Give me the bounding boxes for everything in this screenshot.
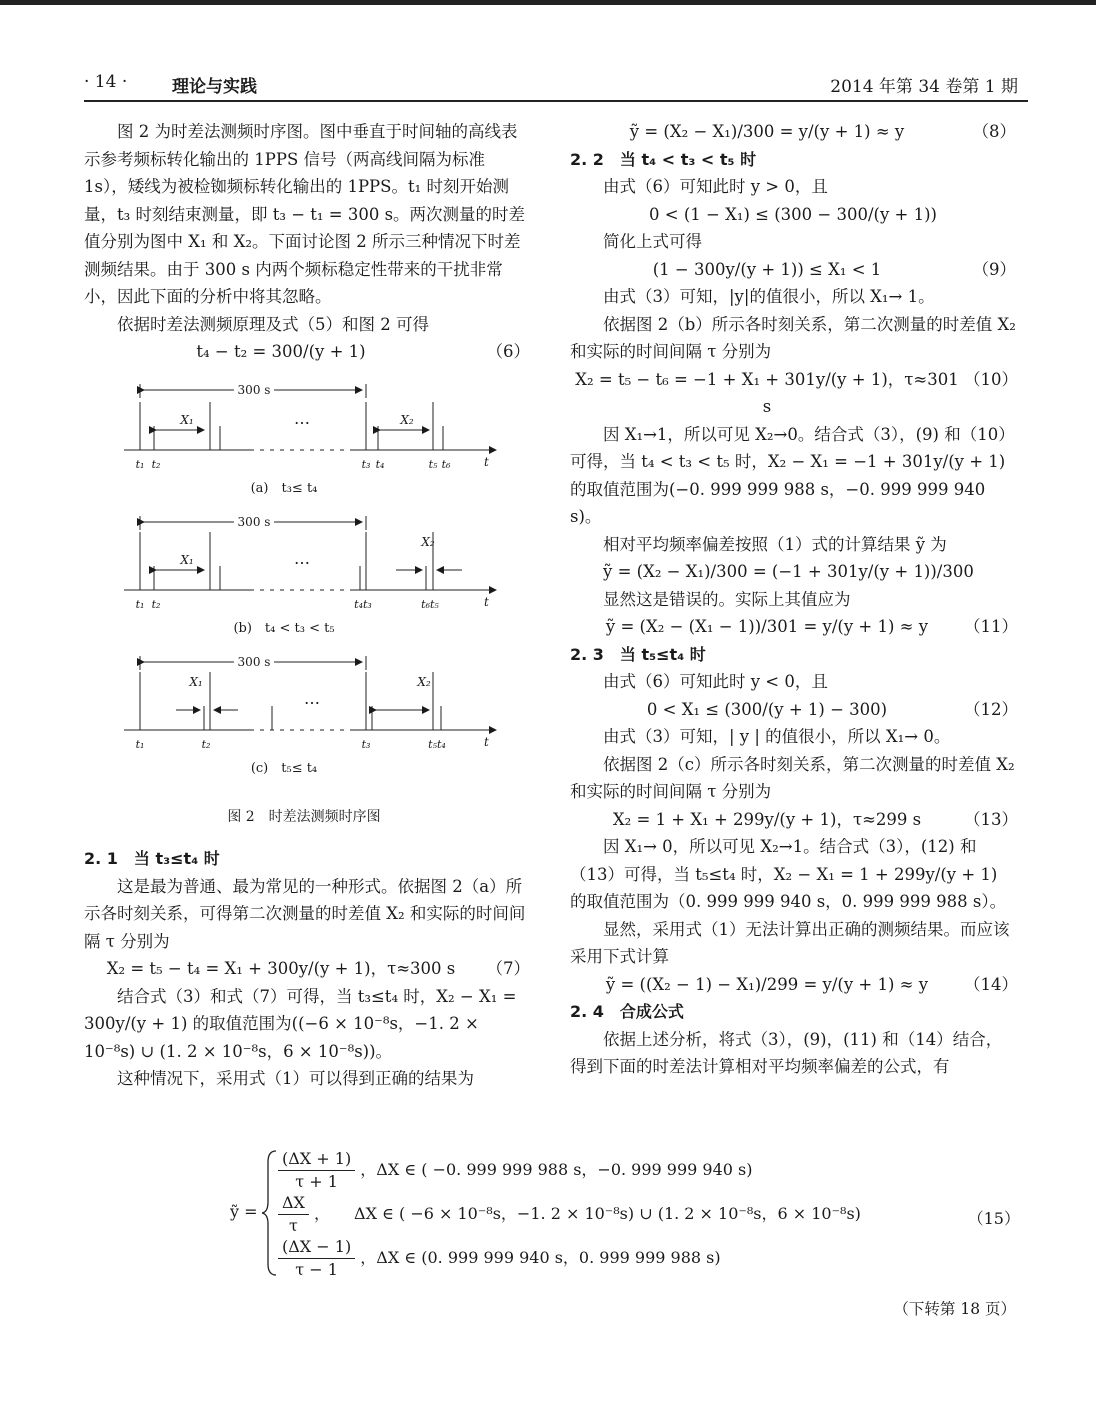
equation-14 <box>570 971 1016 999</box>
equation-body: X₂ = t₅ − t₆ = −1 + X₁ + 301y/(y + 1)，τ≈301 s <box>575 369 959 416</box>
equation-body: ỹ = ((X₂ − 1) − X₁)/299 = y/(y + 1) ≈ y <box>605 974 929 994</box>
equation-10 <box>570 366 1016 421</box>
paragraph: 依据上述分析，将式（3），(9)，(11) 和（14）结合，得到下面的时差法计算相对平均频率偏差的公式，有 <box>570 1029 1003 1076</box>
page-number: · 14 · <box>84 72 128 92</box>
equation-body: X₂ = 1 + X₁ + 299y/(y + 1)，τ≈299 s <box>612 809 922 829</box>
tick-label: t₄t₃ <box>354 597 372 611</box>
paragraph: 依据图 2（b）所示各时刻关系，第二次测量的时差值 X₂ 和实际的时间间隔 τ 分别为 <box>570 314 1016 361</box>
equation-body: ỹ = (X₂ − (X₁ − 1))/301 = y/(y + 1) ≈ y <box>605 617 929 636</box>
panel-c <box>124 655 496 776</box>
tick-label: t₆ <box>441 457 451 471</box>
x1-label: X₁ <box>189 674 203 689</box>
paragraph: 简化上式可得 <box>603 232 702 251</box>
equation-9 <box>570 256 1016 284</box>
equation-body: 0 < X₁ ≤ (300/(y + 1) − 300) <box>646 699 888 719</box>
figure-caption: 图 2 时差法测频时序图 <box>227 808 381 825</box>
x1-label: X₁ <box>180 412 194 427</box>
paragraph: 因 X₁→1，所以可见 X₂→0。结合式（3），(9) 和（10）可得，当 t₄ < t₃ < t₅ 时，X₂ − X₁ = −1 + 301y/(y + 1) 的取值范围为(−0. 999 999 988 s，−0. 999 999 940 s)。 <box>570 424 1015 526</box>
equation-13 <box>570 806 1016 834</box>
x2-label: X₂ <box>400 412 414 427</box>
tick-label: t₁ <box>135 457 145 471</box>
fraction <box>278 1236 355 1281</box>
ellipsis: … <box>294 548 310 568</box>
span-label: 300 s <box>237 654 271 669</box>
figure-2 <box>84 366 524 832</box>
equation-7 <box>84 955 530 983</box>
ellipsis: … <box>304 688 320 708</box>
paragraph: 由式（3）可知，| y | 的值很小，所以 X₁→ 0。 <box>603 727 951 746</box>
issue-info: 2014 年第 34 卷第 1 期 <box>830 77 1018 97</box>
journal-section: 理论与实践 <box>172 77 257 97</box>
tick-label: t₁ <box>135 737 145 751</box>
paragraph: 因 X₁→ 0，所以可见 X₂→1。结合式（3），(12) 和（13）可得，当 t₅≤t₄ 时，X₂ − X₁ = 1 + 299y/(y + 1) 的取值范围为（0. 999 999 940 s，0. 999 999 988 s）。 <box>570 837 1007 911</box>
condition: ， ΔX ∈ ( −6 × 10⁻⁸s，−1. 2 × 10⁻⁸s) ∪ (1. 2 × 10⁻⁸s，6 × 10⁻⁸s) <box>314 1204 861 1223</box>
x2-label: X₂ <box>421 534 435 549</box>
fraction <box>278 1148 355 1193</box>
equation-number: （8） <box>972 122 1016 141</box>
equation-11 <box>570 613 1016 641</box>
t-axis-label: t <box>484 734 489 749</box>
case-row <box>278 1148 753 1193</box>
equation-number: （9） <box>972 259 1016 279</box>
tick-label: t₆t₅ <box>421 597 439 611</box>
ellipsis: … <box>294 408 310 428</box>
equation-number: （15） <box>967 1209 1020 1228</box>
inequality: 0 < (1 − X₁) ≤ (300 − 300/(y + 1)) <box>649 204 937 224</box>
paragraph: 显然，采用式（1）无法计算出正确的测频结果。而应该采用下式计算 <box>570 919 1010 966</box>
equation-number: （10） <box>964 369 1018 389</box>
panel-caption: (a) t₃≤ t₄ <box>250 480 318 496</box>
equation-number: （13） <box>964 809 1018 829</box>
equation-number: （6） <box>486 342 530 361</box>
paragraph: 依据图 2（c）所示各时刻关系，第二次测量的时差值 X₂ 和实际的时间间隔 τ 分别为 <box>570 754 1015 801</box>
tick-label: t₅ <box>428 457 438 471</box>
left-column <box>84 118 530 1093</box>
tick-label: t₂ <box>201 737 211 751</box>
equation-6 <box>84 338 530 366</box>
equation-number: （12） <box>964 699 1018 719</box>
equation-number: （7） <box>486 959 530 978</box>
tick-label: t₂ <box>151 597 161 611</box>
equation-12 <box>570 696 1016 724</box>
section-heading: 2. 1 当 t₃≤t₄ 时 <box>84 849 220 868</box>
span-label: 300 s <box>237 514 271 529</box>
equation-8 <box>570 118 1016 146</box>
equation-unnumbered: ỹ = (X₂ − X₁)/300 = (−1 + 301y/(y + 1))/300 <box>603 562 974 581</box>
condition: ，ΔX ∈ ( −0. 999 999 988 s，−0. 999 999 940 s) <box>360 1160 753 1179</box>
tick-label: t₁ <box>135 597 145 611</box>
numerator: ΔX <box>278 1192 309 1215</box>
paragraph: 由式（6）可知此时 y > 0，且 <box>603 177 828 196</box>
numerator: (ΔX − 1) <box>278 1236 355 1259</box>
timing-diagram <box>84 366 524 798</box>
left-brace <box>260 1148 280 1278</box>
top-border <box>0 0 1096 5</box>
continued-note: （下转第 18 页） <box>893 1300 1016 1318</box>
equation-number: （14） <box>964 974 1018 994</box>
equation-body: (1 − 300y/(y + 1)) ≤ X₁ < 1 <box>652 259 882 279</box>
tick-label: t₅t₄ <box>428 737 446 751</box>
fraction <box>278 1192 309 1237</box>
numerator: (ΔX + 1) <box>278 1148 355 1171</box>
paragraph: 由式（3）可知，|y|的值很小，所以 X₁→ 1。 <box>603 287 935 306</box>
equation-lhs: ỹ = <box>230 1202 258 1221</box>
tick-label: t₂ <box>151 457 161 471</box>
equation-15 <box>230 1148 1030 1278</box>
header-rule <box>84 100 1028 102</box>
equation-number: （11） <box>964 617 1018 636</box>
denominator: τ + 1 <box>295 1172 338 1191</box>
section-heading: 2. 2 当 t₄ < t₃ < t₅ 时 <box>570 149 757 169</box>
equation-body: t₄ − t₂ = 300/(y + 1) <box>196 342 366 361</box>
section-heading: 2. 3 当 t₅≤t₄ 时 <box>570 644 706 664</box>
t-axis-label: t <box>484 454 489 469</box>
paragraph: 相对平均频率偏差按照（1）式的计算结果 ỹ 为 <box>603 534 947 554</box>
paragraph: 依据时差法测频原理及式（5）和图 2 可得 <box>117 314 429 334</box>
tick-label: t₄ <box>375 457 385 471</box>
t-axis-label: t <box>484 594 489 609</box>
case-row <box>278 1192 861 1237</box>
equation-body: ỹ = (X₂ − X₁)/300 = y/(y + 1) ≈ y <box>629 122 905 141</box>
case-row <box>278 1236 721 1281</box>
paragraph: 图 2 为时差法测频时序图。图中垂直于时间轴的高线表示参考频标转化输出的 1PPS 信号（两高线间隔为标准 1s），矮线为被检铷频标转化输出的 1PPS。t₁ 时刻开始测量，t₃ 时刻结束测量，即 t₃ − t₁ = 300 s。两次测量的时差值分别为图中 X₁ 和 X₂。下面讨论图 2 所示三种情况下时差测频结果。由于 300 s 内两个频标稳定性带来的干扰非常小，因此下面的分析中将其忽略。 <box>84 122 526 306</box>
x2-label: X₂ <box>417 674 431 689</box>
right-column <box>570 118 1016 1081</box>
paragraph: 由式（6）可知此时 y < 0，且 <box>603 672 828 691</box>
denominator: τ <box>289 1216 298 1235</box>
equation-body: X₂ = t₅ − t₄ = X₁ + 300y/(y + 1)，τ≈300 s <box>106 959 456 978</box>
panel-a <box>124 383 496 496</box>
tick-label: t₃ <box>361 457 371 471</box>
denominator: τ − 1 <box>295 1260 338 1279</box>
condition: ，ΔX ∈ (0. 999 999 940 s，0. 999 999 988 s) <box>360 1248 721 1267</box>
span-label: 300 s <box>237 382 271 397</box>
panel-caption: (b) t₄ < t₃ < t₅ <box>233 620 335 636</box>
x1-label: X₁ <box>180 552 194 567</box>
panel-caption: (c) t₅≤ t₄ <box>250 760 318 776</box>
paragraph: 这是最为普通、最为常见的一种形式。依据图 2（a）所示各时刻关系，可得第二次测量的时差值 X₂ 和实际的时间间隔 τ 分别为 <box>84 876 526 951</box>
paragraph: 这种情况下，采用式（1）可以得到正确的结果为 <box>117 1069 474 1088</box>
section-heading: 2. 4 合成公式 <box>570 1002 684 1021</box>
paragraph: 结合式（3）和式（7）可得，当 t₃≤t₄ 时，X₂ − X₁ = 300y/(y + 1) 的取值范围为((−6 × 10⁻⁸s，−1. 2 × 10⁻⁸s) ∪ (1. 2 × 10⁻⁸s，6 × 10⁻⁸s))。 <box>84 986 517 1061</box>
panel-b <box>124 515 496 636</box>
paragraph: 显然这是错误的。实际上其值应为 <box>603 589 851 609</box>
tick-label: t₃ <box>361 737 371 751</box>
